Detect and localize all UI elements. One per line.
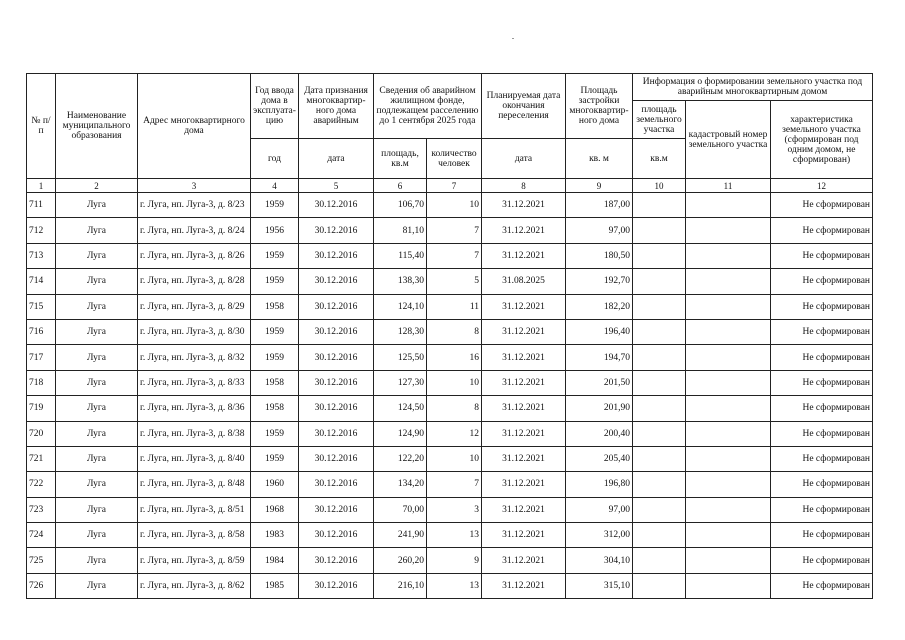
- recognition-date-cell: 30.12.2016: [299, 294, 374, 319]
- cadastral-cell: [686, 548, 771, 573]
- planned-date-cell: 31.12.2021: [482, 573, 566, 598]
- recognition-date-cell: 30.12.2016: [299, 497, 374, 522]
- cadastral-cell: [686, 472, 771, 497]
- land-status-cell: Не сформирован: [771, 472, 873, 497]
- area-cell: 106,70: [374, 193, 427, 218]
- address-cell: г. Луга, нп. Луга-3, д. 8/51: [138, 497, 251, 522]
- address-cell: г. Луга, нп. Луга-3, д. 8/29: [138, 294, 251, 319]
- build-area-cell: 194,70: [566, 345, 633, 370]
- row-number: 725: [27, 548, 56, 573]
- area-cell: 115,40: [374, 243, 427, 268]
- municipality-cell: Луга: [56, 370, 138, 395]
- people-cell: 13: [427, 573, 482, 598]
- col-number: 12: [771, 179, 873, 193]
- header-municipality: Наименование муниципального образования: [56, 74, 138, 179]
- people-cell: 10: [427, 446, 482, 471]
- build-area-cell: 200,40: [566, 421, 633, 446]
- municipality-cell: Луга: [56, 269, 138, 294]
- col-number: 10: [633, 179, 686, 193]
- land-area-cell: [633, 523, 686, 548]
- land-area-cell: [633, 269, 686, 294]
- col-number: 1: [27, 179, 56, 193]
- build-area-cell: 97,00: [566, 218, 633, 243]
- year-cell: 1985: [251, 573, 299, 598]
- row-number: 722: [27, 472, 56, 497]
- municipality-cell: Луга: [56, 345, 138, 370]
- people-cell: 7: [427, 472, 482, 497]
- year-cell: 1960: [251, 472, 299, 497]
- row-number: 723: [27, 497, 56, 522]
- land-status-cell: Не сформирован: [771, 243, 873, 268]
- address-cell: г. Луга, нп. Луга-3, д. 8/24: [138, 218, 251, 243]
- area-cell: 216,10: [374, 573, 427, 598]
- header-land-info: Информация о формировании земельного участка под аварийным многоквартирным домом: [633, 74, 873, 101]
- recognition-date-cell: 30.12.2016: [299, 573, 374, 598]
- col-number: 11: [686, 179, 771, 193]
- unit-year: год: [251, 139, 299, 179]
- area-cell: 81,10: [374, 218, 427, 243]
- row-number: 720: [27, 421, 56, 446]
- build-area-cell: 182,20: [566, 294, 633, 319]
- header-cadastral: кадастровый номер земельного участка: [686, 101, 771, 179]
- col-number: 4: [251, 179, 299, 193]
- planned-date-cell: 31.12.2021: [482, 421, 566, 446]
- col-number: 9: [566, 179, 633, 193]
- recognition-date-cell: 30.12.2016: [299, 218, 374, 243]
- people-cell: 7: [427, 218, 482, 243]
- row-number: 714: [27, 269, 56, 294]
- people-cell: 7: [427, 243, 482, 268]
- cadastral-cell: [686, 269, 771, 294]
- land-status-cell: Не сформирован: [771, 396, 873, 421]
- build-area-cell: 315,10: [566, 573, 633, 598]
- land-status-cell: Не сформирован: [771, 345, 873, 370]
- year-cell: 1959: [251, 446, 299, 471]
- planned-date-cell: 31.12.2021: [482, 243, 566, 268]
- row-number: 715: [27, 294, 56, 319]
- table-row: [27, 218, 873, 243]
- recognition-date-cell: 30.12.2016: [299, 548, 374, 573]
- table-row: [27, 345, 873, 370]
- col-number: 6: [374, 179, 427, 193]
- land-area-cell: [633, 446, 686, 471]
- year-cell: 1959: [251, 269, 299, 294]
- address-cell: г. Луга, нп. Луга-3, д. 8/40: [138, 446, 251, 471]
- land-area-cell: [633, 193, 686, 218]
- land-area-cell: [633, 421, 686, 446]
- area-cell: 124,90: [374, 421, 427, 446]
- land-area-cell: [633, 243, 686, 268]
- area-cell: 124,50: [374, 396, 427, 421]
- build-area-cell: 312,00: [566, 523, 633, 548]
- cadastral-cell: [686, 446, 771, 471]
- people-cell: 12: [427, 421, 482, 446]
- table-row: [27, 269, 873, 294]
- recognition-date-cell: 30.12.2016: [299, 269, 374, 294]
- year-cell: 1959: [251, 421, 299, 446]
- cadastral-cell: [686, 319, 771, 344]
- land-area-cell: [633, 573, 686, 598]
- address-cell: г. Луга, нп. Луга-3, д. 8/59: [138, 548, 251, 573]
- land-status-cell: Не сформирован: [771, 370, 873, 395]
- year-cell: 1958: [251, 370, 299, 395]
- land-status-cell: Не сформирован: [771, 269, 873, 294]
- municipality-cell: Луга: [56, 421, 138, 446]
- recognition-date-cell: 30.12.2016: [299, 523, 374, 548]
- build-area-cell: 196,80: [566, 472, 633, 497]
- area-cell: 70,00: [374, 497, 427, 522]
- recognition-date-cell: 30.12.2016: [299, 396, 374, 421]
- col-number: 3: [138, 179, 251, 193]
- build-area-cell: 304,10: [566, 548, 633, 573]
- col-number: 8: [482, 179, 566, 193]
- unit-area: площадь, кв.м: [374, 139, 427, 179]
- land-area-cell: [633, 548, 686, 573]
- build-area-cell: 201,50: [566, 370, 633, 395]
- year-cell: 1958: [251, 396, 299, 421]
- planned-date-cell: 31.12.2021: [482, 370, 566, 395]
- land-status-cell: Не сформирован: [771, 421, 873, 446]
- year-cell: 1956: [251, 218, 299, 243]
- address-cell: г. Луга, нп. Луга-3, д. 8/62: [138, 573, 251, 598]
- row-number: 716: [27, 319, 56, 344]
- recognition-date-cell: 30.12.2016: [299, 421, 374, 446]
- area-cell: 260,20: [374, 548, 427, 573]
- table-row: [27, 370, 873, 395]
- cadastral-cell: [686, 345, 771, 370]
- col-number: 5: [299, 179, 374, 193]
- planned-date-cell: 31.12.2021: [482, 319, 566, 344]
- address-cell: г. Луга, нп. Луга-3, д. 8/26: [138, 243, 251, 268]
- municipality-cell: Луга: [56, 472, 138, 497]
- cadastral-cell: [686, 218, 771, 243]
- scan-speck: [512, 38, 514, 39]
- row-number: 726: [27, 573, 56, 598]
- cadastral-cell: [686, 523, 771, 548]
- table-row: [27, 573, 873, 598]
- col-number: 2: [56, 179, 138, 193]
- planned-date-cell: 31.08.2025: [482, 269, 566, 294]
- land-area-cell: [633, 319, 686, 344]
- row-number: 712: [27, 218, 56, 243]
- land-area-cell: [633, 370, 686, 395]
- municipality-cell: Луга: [56, 243, 138, 268]
- table-row: [27, 472, 873, 497]
- table-row: [27, 497, 873, 522]
- row-number: 721: [27, 446, 56, 471]
- planned-date-cell: 31.12.2021: [482, 497, 566, 522]
- address-cell: г. Луга, нп. Луга-3, д. 8/32: [138, 345, 251, 370]
- municipality-cell: Луга: [56, 319, 138, 344]
- planned-date-cell: 31.12.2021: [482, 193, 566, 218]
- build-area-cell: 192,70: [566, 269, 633, 294]
- recognition-date-cell: 30.12.2016: [299, 370, 374, 395]
- area-cell: 138,30: [374, 269, 427, 294]
- municipality-cell: Луга: [56, 446, 138, 471]
- year-cell: 1959: [251, 243, 299, 268]
- build-area-cell: 187,00: [566, 193, 633, 218]
- planned-date-cell: 31.12.2021: [482, 345, 566, 370]
- build-area-cell: 205,40: [566, 446, 633, 471]
- recognition-date-cell: 30.12.2016: [299, 472, 374, 497]
- area-cell: 125,50: [374, 345, 427, 370]
- header-housing-info: Сведения об аварийном жилищном фонде, подлежащем расселению до 1 сентября 2025 года: [374, 74, 482, 139]
- header-year: Год ввода дома в эксплуата-цию: [251, 74, 299, 139]
- land-status-cell: Не сформирован: [771, 573, 873, 598]
- area-cell: 127,30: [374, 370, 427, 395]
- people-cell: 9: [427, 548, 482, 573]
- year-cell: 1958: [251, 294, 299, 319]
- unit-plan-date: дата: [482, 139, 566, 179]
- area-cell: 134,20: [374, 472, 427, 497]
- land-area-cell: [633, 345, 686, 370]
- municipality-cell: Луга: [56, 193, 138, 218]
- land-status-cell: Не сформирован: [771, 523, 873, 548]
- cadastral-cell: [686, 193, 771, 218]
- people-cell: 3: [427, 497, 482, 522]
- cadastral-cell: [686, 421, 771, 446]
- planned-date-cell: 31.12.2021: [482, 294, 566, 319]
- address-cell: г. Луга, нп. Луга-3, д. 8/58: [138, 523, 251, 548]
- land-status-cell: Не сформирован: [771, 218, 873, 243]
- area-cell: 122,20: [374, 446, 427, 471]
- cadastral-cell: [686, 396, 771, 421]
- table-row: [27, 446, 873, 471]
- row-number: 719: [27, 396, 56, 421]
- area-cell: 241,90: [374, 523, 427, 548]
- unit-date: дата: [299, 139, 374, 179]
- municipality-cell: Луга: [56, 218, 138, 243]
- address-cell: г. Луга, нп. Луга-3, д. 8/30: [138, 319, 251, 344]
- people-cell: 10: [427, 370, 482, 395]
- table-row: [27, 319, 873, 344]
- land-status-cell: Не сформирован: [771, 294, 873, 319]
- recognition-date-cell: 30.12.2016: [299, 319, 374, 344]
- cadastral-cell: [686, 243, 771, 268]
- land-area-cell: [633, 497, 686, 522]
- recognition-date-cell: 30.12.2016: [299, 193, 374, 218]
- municipality-cell: Луга: [56, 573, 138, 598]
- header-land-characteristic: характеристика земельного участка (сформирован под одним домом, не сформирован): [771, 101, 873, 179]
- municipality-cell: Луга: [56, 548, 138, 573]
- unit-land-area: кв.м: [633, 139, 686, 179]
- row-number: 717: [27, 345, 56, 370]
- land-area-cell: [633, 472, 686, 497]
- recognition-date-cell: 30.12.2016: [299, 345, 374, 370]
- emergency-housing-table: [26, 73, 873, 599]
- people-cell: 11: [427, 294, 482, 319]
- planned-date-cell: 31.12.2021: [482, 396, 566, 421]
- address-cell: г. Луга, нп. Луга-3, д. 8/48: [138, 472, 251, 497]
- land-area-cell: [633, 218, 686, 243]
- table-row: [27, 396, 873, 421]
- table-row: [27, 421, 873, 446]
- recognition-date-cell: 30.12.2016: [299, 243, 374, 268]
- unit-build-area: кв. м: [566, 139, 633, 179]
- row-number: 724: [27, 523, 56, 548]
- municipality-cell: Луга: [56, 294, 138, 319]
- area-cell: 124,10: [374, 294, 427, 319]
- header-address: Адрес многоквартирного дома: [138, 74, 251, 179]
- land-area-cell: [633, 396, 686, 421]
- people-cell: 13: [427, 523, 482, 548]
- cadastral-cell: [686, 294, 771, 319]
- planned-date-cell: 31.12.2021: [482, 218, 566, 243]
- municipality-cell: Луга: [56, 396, 138, 421]
- year-cell: 1968: [251, 497, 299, 522]
- header-land-area: площадь земельного участка: [633, 101, 686, 139]
- planned-date-cell: 31.12.2021: [482, 548, 566, 573]
- cadastral-cell: [686, 370, 771, 395]
- build-area-cell: 196,40: [566, 319, 633, 344]
- land-area-cell: [633, 294, 686, 319]
- planned-date-cell: 31.12.2021: [482, 472, 566, 497]
- year-cell: 1984: [251, 548, 299, 573]
- row-number: 718: [27, 370, 56, 395]
- land-status-cell: Не сформирован: [771, 193, 873, 218]
- municipality-cell: Луга: [56, 497, 138, 522]
- header-build-area: Площадь застройки многоквартир-ного дома: [566, 74, 633, 139]
- land-status-cell: Не сформирован: [771, 548, 873, 573]
- header-recognition-date: Дата признания многоквартир-ного дома аварийным: [299, 74, 374, 139]
- build-area-cell: 180,50: [566, 243, 633, 268]
- people-cell: 8: [427, 396, 482, 421]
- year-cell: 1959: [251, 319, 299, 344]
- table-row: [27, 243, 873, 268]
- unit-people: количество человек: [427, 139, 482, 179]
- land-status-cell: Не сформирован: [771, 319, 873, 344]
- cadastral-cell: [686, 497, 771, 522]
- table-row: [27, 193, 873, 218]
- build-area-cell: 97,00: [566, 497, 633, 522]
- header-num: № п/п: [27, 74, 56, 179]
- address-cell: г. Луга, нп. Луга-3, д. 8/28: [138, 269, 251, 294]
- people-cell: 16: [427, 345, 482, 370]
- area-cell: 128,30: [374, 319, 427, 344]
- table-row: [27, 523, 873, 548]
- cadastral-cell: [686, 573, 771, 598]
- people-cell: 5: [427, 269, 482, 294]
- municipality-cell: Луга: [56, 523, 138, 548]
- build-area-cell: 201,90: [566, 396, 633, 421]
- planned-date-cell: 31.12.2021: [482, 523, 566, 548]
- table-body: [27, 193, 873, 599]
- table-row: [27, 548, 873, 573]
- year-cell: 1959: [251, 345, 299, 370]
- address-cell: г. Луга, нп. Луга-3, д. 8/36: [138, 396, 251, 421]
- recognition-date-cell: 30.12.2016: [299, 446, 374, 471]
- year-cell: 1983: [251, 523, 299, 548]
- people-cell: 10: [427, 193, 482, 218]
- people-cell: 8: [427, 319, 482, 344]
- planned-date-cell: 31.12.2021: [482, 446, 566, 471]
- table-row: [27, 294, 873, 319]
- col-number: 7: [427, 179, 482, 193]
- land-status-cell: Не сформирован: [771, 446, 873, 471]
- address-cell: г. Луга, нп. Луга-3, д. 8/38: [138, 421, 251, 446]
- address-cell: г. Луга, нп. Луга-3, д. 8/33: [138, 370, 251, 395]
- header-planned-date: Планируемая дата окончания переселения: [482, 74, 566, 139]
- land-status-cell: Не сформирован: [771, 497, 873, 522]
- year-cell: 1959: [251, 193, 299, 218]
- address-cell: г. Луга, нп. Луга-3, д. 8/23: [138, 193, 251, 218]
- row-number: 713: [27, 243, 56, 268]
- row-number: 711: [27, 193, 56, 218]
